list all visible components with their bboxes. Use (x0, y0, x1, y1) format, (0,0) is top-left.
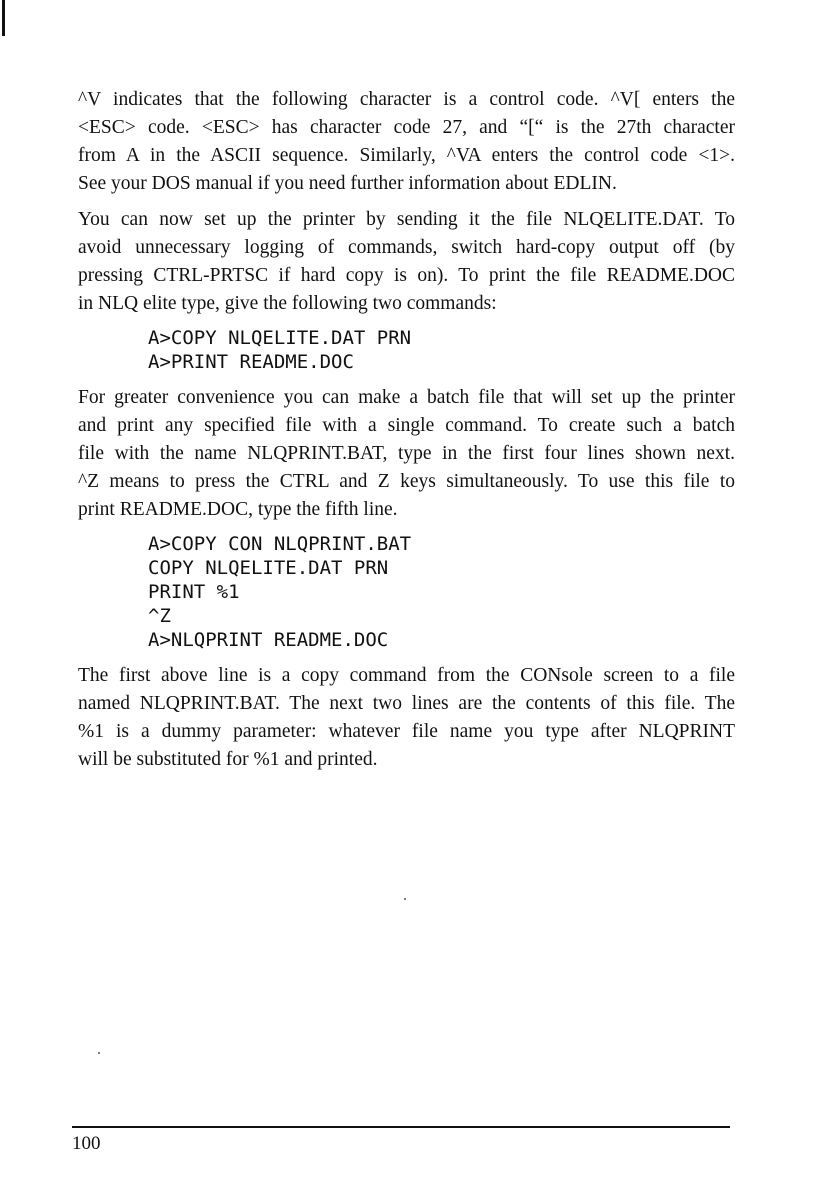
text-line: The first above line is a copy command from the CONsole screen to a file (78, 665, 735, 686)
text-line: print README.DOC, type the fifth line. (78, 499, 398, 520)
text-line: <ESC> code. <ESC> has character code 27, and “[“ is the 27th character (78, 117, 735, 138)
text-line: pressing CTRL-PRTSC if hard copy is on). To print the file README.DOC (78, 265, 735, 286)
text-line: avoid unnecessary logging of commands, switch hard-copy output off (by (78, 237, 735, 258)
scan-speck (404, 898, 406, 900)
paragraph-control-codes (78, 86, 735, 198)
code-line: A>COPY CON NLQPRINT.BAT (148, 533, 412, 555)
code-line: ^Z (148, 605, 171, 627)
text-line: will be substituted for %1 and printed. (78, 749, 378, 770)
code-block-print-commands (148, 326, 735, 374)
paragraph-setup-printer (78, 206, 735, 318)
text-line: %1 is a dummy parameter: whatever file name you type after NLQPRINT (78, 721, 735, 742)
text-line: named NLQPRINT.BAT. The next two lines are the contents of this file. The (78, 693, 735, 714)
code-line: A>COPY NLQELITE.DAT PRN (148, 327, 412, 349)
code-line: COPY NLQELITE.DAT PRN (148, 557, 389, 579)
text-line: See your DOS manual if you need further information about EDLIN. (78, 173, 617, 194)
text-line: from A in the ASCII sequence. Similarly, ^VA enters the control code <1>. (78, 145, 735, 166)
code-line: A>PRINT README.DOC (148, 351, 354, 373)
scan-speck (98, 1052, 100, 1054)
scan-edge-mark (2, 0, 5, 36)
page-body (78, 86, 735, 782)
text-line: For greater convenience you can make a batch file that will set up the printer (78, 387, 735, 408)
text-line: You can now set up the printer by sending it the file NLQELITE.DAT. To (78, 209, 735, 230)
text-line: ^Z means to press the CTRL and Z keys simultaneously. To use this file to (78, 471, 735, 492)
paragraph-batch-file (78, 384, 735, 524)
page-number: 100 (72, 1133, 101, 1154)
footer-rule (72, 1126, 730, 1128)
text-line: in NLQ elite type, give the following two commands: (78, 293, 497, 314)
text-line: ^V indicates that the following character is a control code. ^V[ enters the (78, 89, 735, 110)
code-block-batch-file (148, 532, 735, 652)
code-line: PRINT %1 (148, 581, 240, 603)
text-line: and print any specified file with a single command. To create such a batch (78, 415, 735, 436)
code-line: A>NLQPRINT README.DOC (148, 629, 389, 651)
text-line: file with the name NLQPRINT.BAT, type in the first four lines shown next. (78, 443, 735, 464)
paragraph-batch-explanation (78, 662, 735, 774)
